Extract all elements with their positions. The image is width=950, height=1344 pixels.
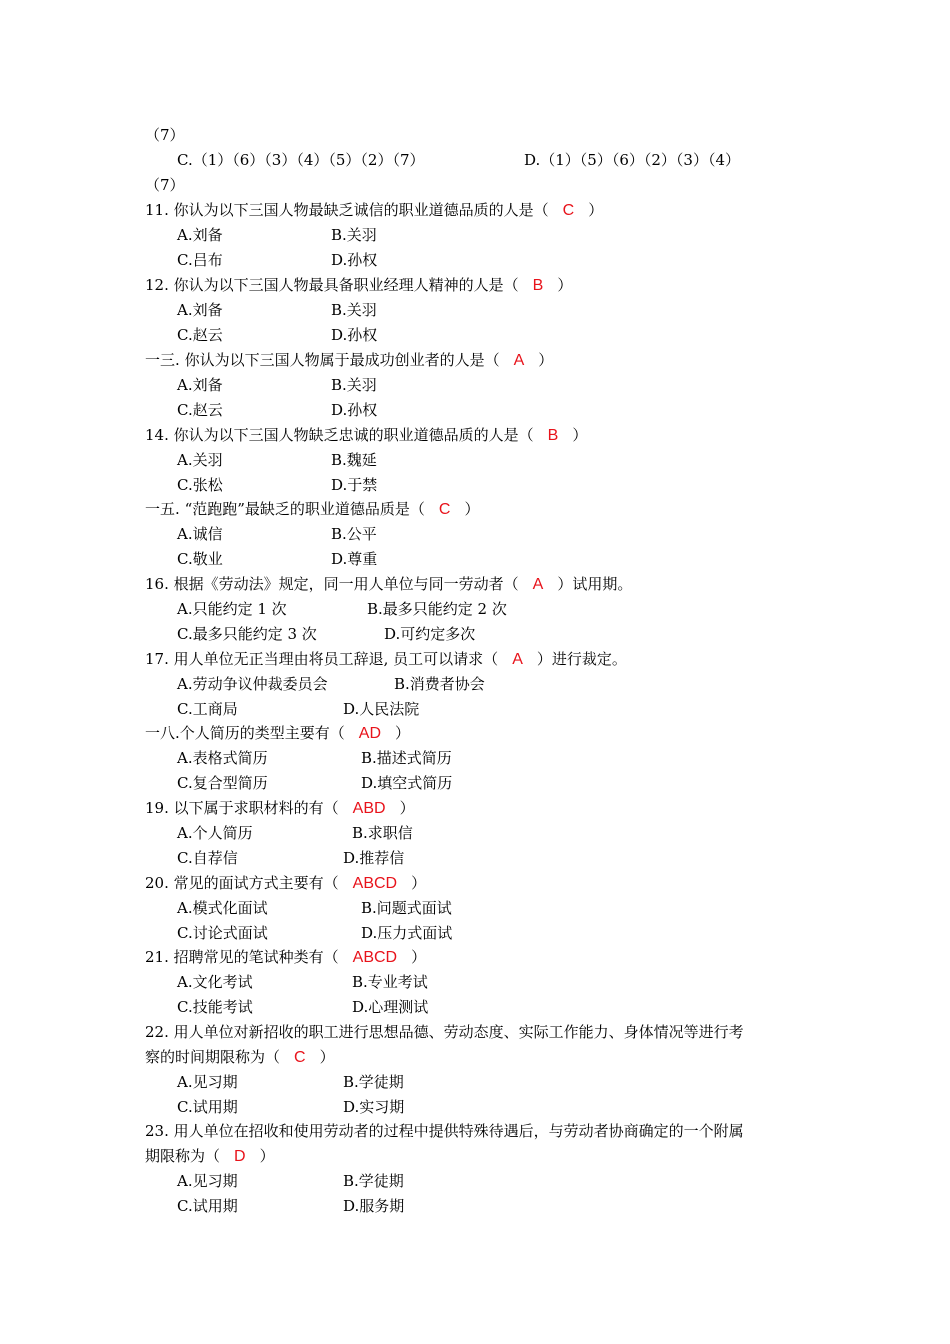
option-c: C.试用期 bbox=[177, 1197, 238, 1215]
option-a: A.只能约定 1 次 bbox=[177, 600, 287, 618]
question-text: 你认为以下三国人物属于最成功创业者的人是（ bbox=[184, 351, 500, 369]
option-d: D.尊重 bbox=[331, 550, 378, 568]
option-a: A.模式化面试 bbox=[177, 899, 268, 917]
question-text-end: ） bbox=[395, 724, 411, 742]
question-11 bbox=[145, 198, 603, 223]
question-text-end: ） bbox=[259, 1147, 275, 1165]
question-text: 用人单位对新招收的职工进行思想品德、劳动态度、实际工作能力、身体情况等进行考 bbox=[173, 1023, 744, 1041]
prev-option-c: C.（1）（6）（3）（4）（5）（2）（7） bbox=[177, 151, 425, 169]
option-d: D.填空式简历 bbox=[361, 774, 453, 792]
question-text: 个人简历的类型主要有（ bbox=[179, 724, 345, 742]
option-c: C.吕布 bbox=[177, 251, 223, 269]
answer-mark: ABCD bbox=[352, 949, 398, 966]
question-22 bbox=[145, 1020, 744, 1045]
option-d: D.压力式面试 bbox=[361, 924, 453, 942]
answer-mark: B bbox=[547, 427, 559, 444]
option-a: A.表格式简历 bbox=[177, 749, 268, 767]
option-c: C.敬业 bbox=[177, 550, 223, 568]
option-a: A.刘备 bbox=[177, 226, 223, 244]
question-23-cont bbox=[145, 1144, 275, 1169]
option-d: D.服务期 bbox=[343, 1197, 405, 1215]
option-b: B.最多只能约定 2 次 bbox=[367, 600, 507, 618]
question-16 bbox=[145, 572, 632, 597]
question-number: 16. bbox=[145, 575, 169, 593]
question-number: 22. bbox=[145, 1023, 169, 1041]
option-b: B.关羽 bbox=[331, 376, 377, 394]
option-b: B.消费者协会 bbox=[394, 675, 485, 693]
option-d: D.心理测试 bbox=[352, 998, 429, 1016]
question-text-end: ） bbox=[588, 201, 604, 219]
question-13 bbox=[145, 348, 553, 373]
question-text-end: ） bbox=[399, 799, 415, 817]
question-23 bbox=[145, 1119, 744, 1144]
question-21 bbox=[145, 945, 426, 970]
option-d: D.实习期 bbox=[343, 1098, 405, 1116]
question-number: 14. bbox=[145, 426, 169, 444]
question-20 bbox=[145, 871, 426, 896]
option-c: C.试用期 bbox=[177, 1098, 238, 1116]
answer-mark: B bbox=[532, 277, 544, 294]
question-number: 一三. bbox=[145, 351, 180, 369]
question-number: 17. bbox=[145, 650, 169, 668]
question-number: 23. bbox=[145, 1122, 169, 1140]
question-number: 12. bbox=[145, 276, 169, 294]
question-18 bbox=[145, 721, 410, 746]
option-a: A.关羽 bbox=[177, 451, 223, 469]
question-text-end: ） bbox=[411, 874, 427, 892]
question-text: 常见的面试方式主要有（ bbox=[173, 874, 339, 892]
question-number: 11. bbox=[145, 201, 169, 219]
question-number: 20. bbox=[145, 874, 169, 892]
option-c: C.复合型简历 bbox=[177, 774, 268, 792]
option-c: C.自荐信 bbox=[177, 849, 238, 867]
option-a: A.刘备 bbox=[177, 301, 223, 319]
question-17 bbox=[145, 647, 627, 672]
question-text-end: ） bbox=[557, 276, 573, 294]
question-14 bbox=[145, 423, 587, 448]
option-b: B.魏延 bbox=[331, 451, 377, 469]
option-c: C.最多只能约定 3 次 bbox=[177, 625, 317, 643]
answer-mark: ABCD bbox=[352, 875, 398, 892]
question-text-end: ）进行裁定。 bbox=[536, 650, 627, 668]
option-c: C.张松 bbox=[177, 476, 223, 494]
option-b: B.关羽 bbox=[331, 301, 377, 319]
question-text: “范跑跑”最缺乏的职业道德品质是（ bbox=[184, 500, 425, 518]
option-d: D.孙权 bbox=[331, 326, 378, 344]
option-a: A.劳动争议仲裁委员会 bbox=[177, 675, 328, 693]
option-a: A.见习期 bbox=[177, 1172, 238, 1190]
option-a: A.文化考试 bbox=[177, 973, 253, 991]
option-d: D.孙权 bbox=[331, 251, 378, 269]
question-text: 你认为以下三国人物缺乏忠诚的职业道德品质的人是（ bbox=[173, 426, 534, 444]
answer-mark: C bbox=[438, 501, 451, 518]
question-text: 你认为以下三国人物最缺乏诚信的职业道德品质的人是（ bbox=[173, 201, 549, 219]
option-b: B.学徒期 bbox=[343, 1172, 404, 1190]
option-d: D.人民法院 bbox=[343, 700, 420, 718]
answer-mark: C bbox=[294, 1049, 306, 1066]
option-c: C.工商局 bbox=[177, 700, 238, 718]
question-text: 用人单位无正当理由将员工辞退, 员工可以请求（ bbox=[173, 650, 499, 668]
question-text-end: ） bbox=[572, 426, 588, 444]
question-number: 一五. bbox=[145, 500, 180, 518]
option-d: D.可约定多次 bbox=[384, 625, 476, 643]
option-b: B.描述式简历 bbox=[361, 749, 452, 767]
answer-mark: A bbox=[532, 576, 544, 593]
option-c: C.技能考试 bbox=[177, 998, 253, 1016]
answer-mark: D bbox=[234, 1148, 246, 1165]
option-d: D.推荐信 bbox=[343, 849, 405, 867]
prev-option-tail: （7） bbox=[145, 126, 185, 144]
question-12 bbox=[145, 273, 572, 298]
answer-mark: AD bbox=[358, 725, 382, 742]
question-text: 根据《劳动法》规定，同一用人单位与同一劳动者（ bbox=[173, 575, 519, 593]
answer-mark: C bbox=[562, 202, 575, 219]
option-b: B.求职信 bbox=[352, 824, 413, 842]
question-text-end: ） bbox=[319, 1048, 335, 1066]
option-b: B.专业考试 bbox=[352, 973, 428, 991]
question-19 bbox=[145, 796, 415, 821]
question-text: 招聘常见的笔试种类有（ bbox=[173, 948, 339, 966]
option-c: C.讨论式面试 bbox=[177, 924, 268, 942]
question-number: 21. bbox=[145, 948, 169, 966]
option-a: A.见习期 bbox=[177, 1073, 238, 1091]
answer-mark: ABD bbox=[352, 800, 386, 817]
question-15 bbox=[145, 497, 479, 522]
option-a: A.诚信 bbox=[177, 525, 223, 543]
answer-mark: A bbox=[513, 352, 525, 369]
option-a: A.刘备 bbox=[177, 376, 223, 394]
option-b: B.学徒期 bbox=[343, 1073, 404, 1091]
question-text: 察的时间期限称为（ bbox=[145, 1048, 281, 1066]
option-a: A.个人简历 bbox=[177, 824, 253, 842]
option-c: C.赵云 bbox=[177, 401, 223, 419]
question-text-end: ） bbox=[411, 948, 427, 966]
question-number: 19. bbox=[145, 799, 169, 817]
prev-option-d: D.（1）（5）（6）（2）（3）（4） bbox=[524, 151, 741, 169]
question-text: 以下属于求职材料的有（ bbox=[173, 799, 339, 817]
option-b: B.关羽 bbox=[331, 226, 377, 244]
question-text-end: ）试用期。 bbox=[557, 575, 633, 593]
question-text: 期限称为（ bbox=[145, 1147, 221, 1165]
question-22-cont bbox=[145, 1045, 335, 1070]
answer-mark: A bbox=[512, 651, 523, 668]
option-b: B.公平 bbox=[331, 525, 377, 543]
option-c: C.赵云 bbox=[177, 326, 223, 344]
question-text: 用人单位在招收和使用劳动者的过程中提供特殊待遇后，与劳动者协商确定的一个附属 bbox=[173, 1122, 744, 1140]
option-b: B.问题式面试 bbox=[361, 899, 452, 917]
option-d: D.于禁 bbox=[331, 476, 378, 494]
question-text-end: ） bbox=[464, 500, 480, 518]
question-text-end: ） bbox=[538, 351, 554, 369]
question-text: 你认为以下三国人物最具备职业经理人精神的人是（ bbox=[173, 276, 519, 294]
prev-option-tail-2: （7） bbox=[145, 176, 185, 194]
option-d: D.孙权 bbox=[331, 401, 378, 419]
question-number: 一八. bbox=[145, 724, 180, 742]
